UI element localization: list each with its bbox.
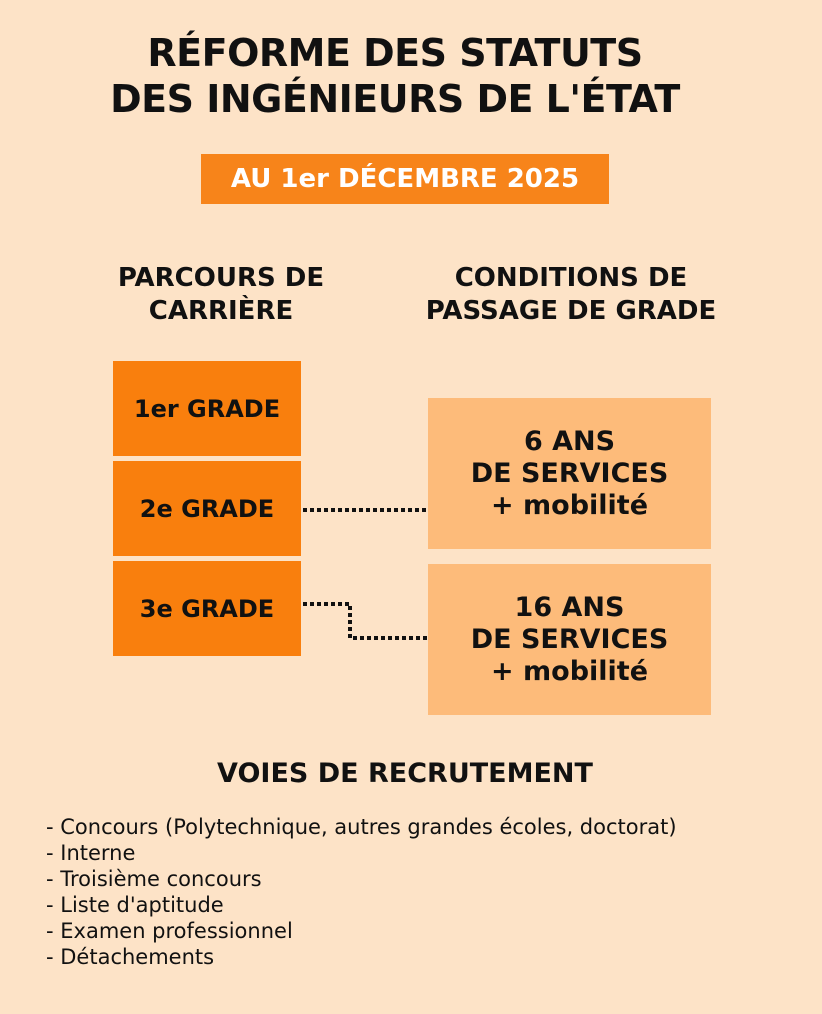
condition-2-extra: + mobilité [490, 655, 649, 687]
grade-box-3: 3e GRADE [113, 561, 301, 656]
date-banner: AU 1er DÉCEMBRE 2025 [201, 154, 609, 204]
condition-2-years: 16 ANS [514, 591, 625, 623]
condition-2-services: DE SERVICES [470, 623, 669, 655]
career-path-heading-line-1: PARCOURS DE [117, 263, 325, 293]
title-line-1: RÉFORME DES STATUTS [147, 31, 643, 75]
career-path-heading-line-2: CARRIÈRE [148, 296, 294, 326]
recruitment-title: VOIES DE RECRUTEMENT [217, 758, 593, 789]
recruitment-list [46, 814, 677, 970]
grade-box-1: 1er GRADE [113, 361, 301, 456]
grade-box-2: 2e GRADE [113, 461, 301, 556]
condition-1-years: 6 ANS [523, 425, 616, 457]
list-item: - Concours (Polytechnique, autres grandes écoles, doctorat) [46, 815, 677, 839]
list-item: - Examen professionnel [46, 919, 293, 943]
list-item: - Liste d'aptitude [46, 893, 224, 917]
conditions-heading-line-1: CONDITIONS DE [454, 263, 688, 293]
condition-box-1 [428, 398, 711, 549]
list-item: - Interne [46, 841, 136, 865]
condition-1-services: DE SERVICES [470, 457, 669, 489]
condition-1-extra: + mobilité [490, 489, 649, 521]
list-item: - Troisième concours [46, 867, 262, 891]
condition-box-2 [428, 564, 711, 715]
title-line-2: DES INGÉNIEURS DE L'ÉTAT [110, 77, 680, 121]
conditions-heading-line-2: PASSAGE DE GRADE [425, 296, 717, 326]
connector-grade3-condition2 [303, 604, 428, 638]
list-item: - Détachements [46, 945, 215, 969]
